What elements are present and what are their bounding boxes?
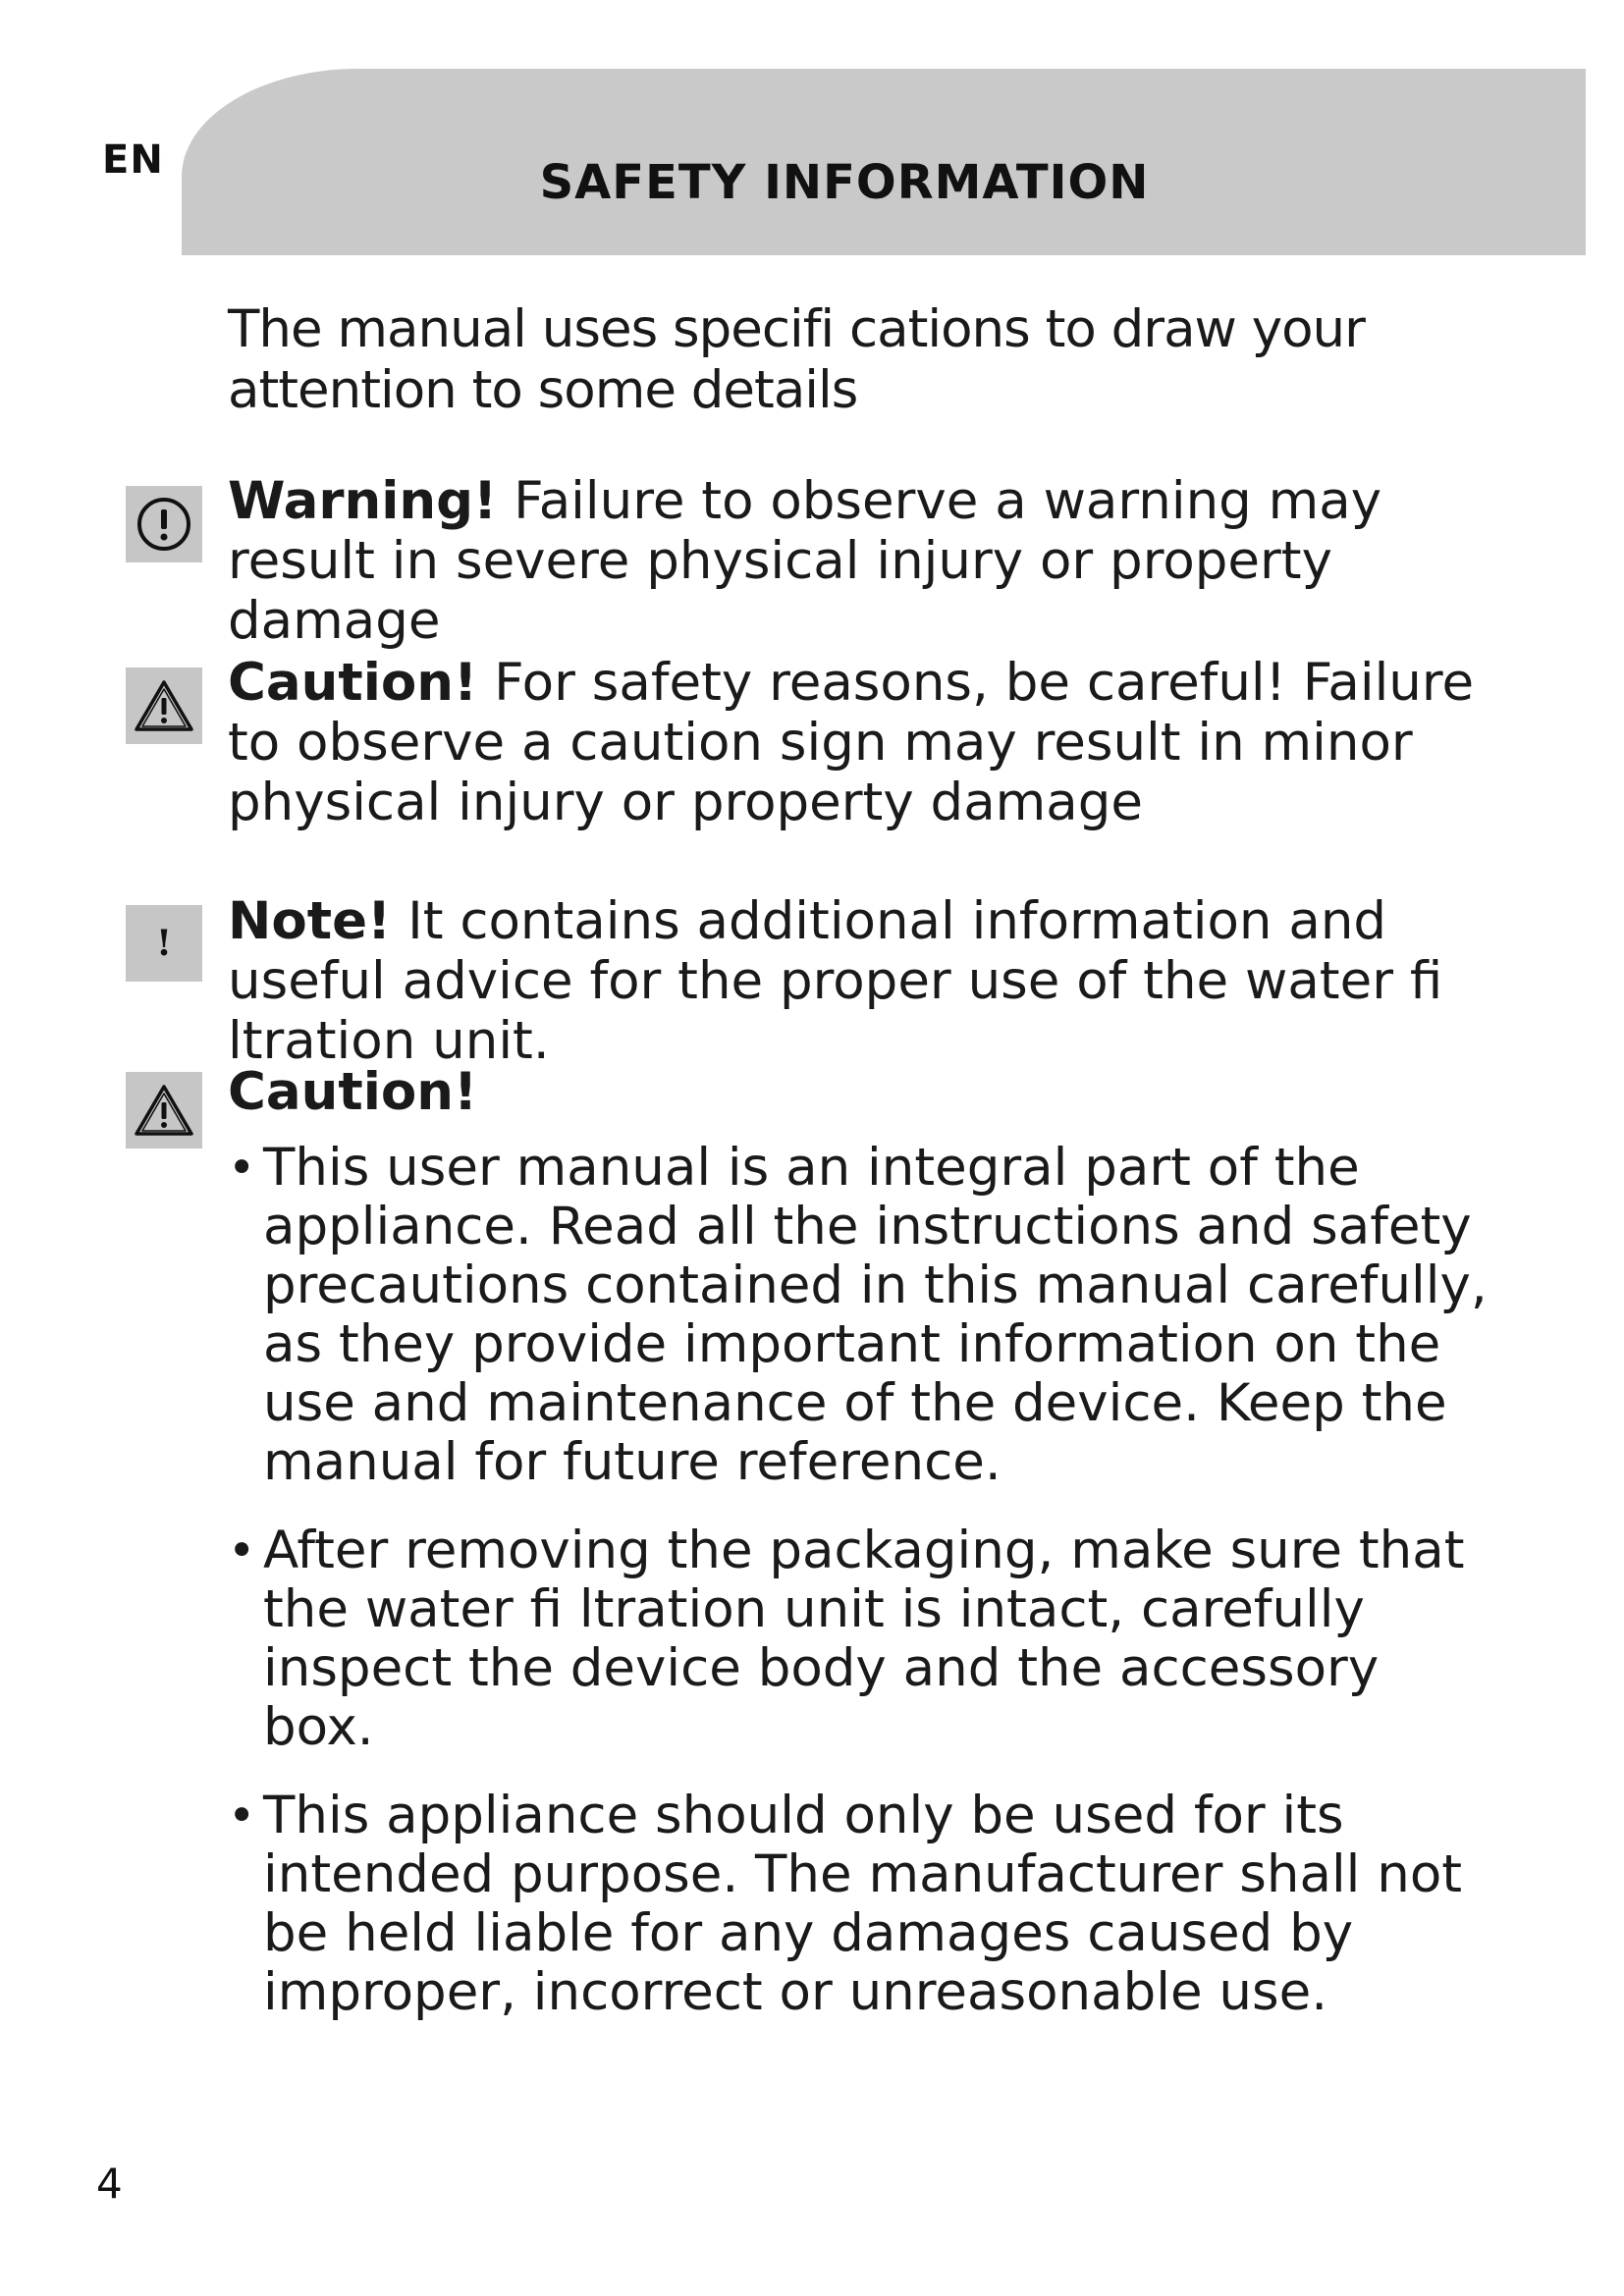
caution-heading-label: Caution! xyxy=(228,1062,478,1122)
note-label: Note! xyxy=(228,891,392,951)
section-header xyxy=(182,69,1586,255)
caution-label: Caution! xyxy=(228,653,478,713)
intro-text: The manual uses specifi cations to draw your attention to some details xyxy=(228,299,1365,420)
info-circle-icon xyxy=(126,486,202,562)
caution-heading xyxy=(228,1062,1494,1122)
warning-label: Warning! xyxy=(228,471,498,531)
page-number: 4 xyxy=(96,2160,123,2208)
warning-triangle-icon xyxy=(126,667,202,744)
caution-text: For safety reasons, be careful! Failure to observe a caution sign may result in minor physical injury or property damage xyxy=(228,653,1475,832)
exclamation-icon: ! xyxy=(126,905,202,982)
language-code: EN xyxy=(102,137,164,183)
warning-text: Failure to observe a warning may result in severe physical injury or property damage xyxy=(228,471,1382,651)
section-title: SAFETY INFORMATION xyxy=(539,155,1150,210)
caution-notice xyxy=(228,653,1494,832)
list-item: • After removing the packaging, make sure that the water fi ltration unit is intact, carefully inspect the device body and the accessory box. xyxy=(228,1522,1504,1757)
note-text: It contains additional information and useful advice for the proper use of the water fi ltration unit. xyxy=(228,891,1443,1071)
caution-bullet-list xyxy=(228,1139,1504,2052)
list-item: • This appliance should only be used for its intended purpose. The manufacturer shall not be held liable for any damages caused by improper, incorrect or unreasonable use. xyxy=(228,1787,1504,2022)
list-item: • This user manual is an integral part of the appliance. Read all the instructions and safety precautions contained in this manual carefully, as they provide important information on the use and maintenance of the device. Keep the manual for future reference. xyxy=(228,1139,1504,1492)
warning-notice xyxy=(228,471,1494,651)
note-notice xyxy=(228,891,1494,1071)
warning-triangle-icon xyxy=(126,1072,202,1148)
